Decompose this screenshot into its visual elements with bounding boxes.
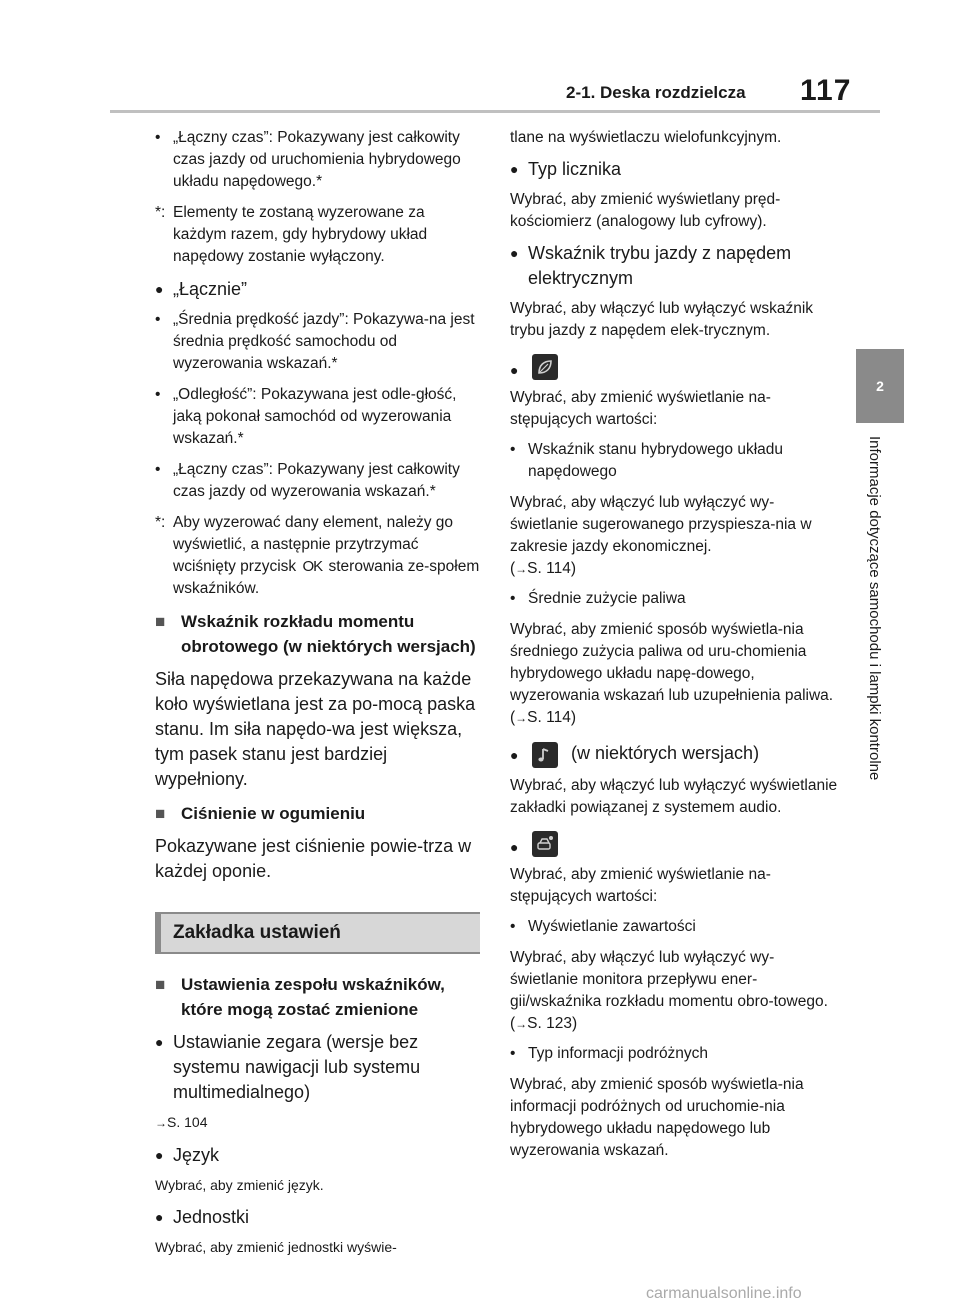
header-rule	[110, 110, 880, 113]
chapter-side-text: Informacje dotyczące samochodu i lampki kontrolne	[866, 436, 883, 781]
bullet-item: • Średnie zużycie paliwa	[510, 590, 686, 608]
bullet-item: • Wskaźnik stanu hybrydowego układu napędowego	[510, 441, 784, 481]
header-section-title: 2-1. Deska rozdzielcza	[566, 83, 746, 102]
subheading-language: ● Język	[155, 1145, 220, 1165]
eco-leaf-icon	[532, 354, 558, 380]
paragraph-units: Wybrać, aby zmienić jednostki wyświe-	[155, 1239, 397, 1255]
paragraph-hybrid-indicator: Wybrać, aby włączyć lub wyłączyć wy-świetlanie sugerowanego przyspiesza-nia w zakresie jazdy ekonomicznej. (→S. 114)	[510, 494, 812, 578]
left-column	[155, 127, 480, 1267]
settings-tab-banner: Zakładka ustawień	[155, 912, 480, 954]
reference-clock: →S. 104	[155, 1114, 208, 1130]
subheading-meter-type: ● Typ licznika	[510, 159, 622, 179]
paragraph-vehicle: Wybrać, aby zmienić wyświetlanie na-stępujących wartości:	[510, 865, 771, 905]
page-number: 117	[800, 74, 852, 107]
subheading-eco-icon: ●	[510, 354, 840, 380]
paragraph-tire-pressure: Pokazywane jest ciśnienie powie-trza w każdej oponie.	[155, 836, 472, 881]
section-heading-tire-pressure: ■ Ciśnienie w ogumieniu	[155, 804, 366, 823]
bullet-item: • „Łączny czas”: Pokazywany jest całkowity czas jazdy od wyzerowania wskazań.*	[155, 461, 460, 500]
bullet-item: • „Odległość”: Pokazywana jest odle-głość, jaką pokonał samochód od wyzerowania wskazań.*	[155, 386, 457, 447]
subheading-audio-icon: ● (w niektórych wersjach)	[510, 741, 840, 767]
paragraph-trip-info: Wybrać, aby zmienić sposób wyświetla-nia informacji podróżnych od uruchomie-nia hybrydowego układu napędowego lub wyzerowania wskazań.	[510, 1075, 804, 1159]
paragraph-audio: Wybrać, aby włączyć lub wyłączyć wyświetlanie zakładki powiązanej z systemem audio.	[510, 776, 838, 816]
paragraph-torque: Siła napędowa przekazywana na każde koło wyświetlana jest za po-mocą paska stanu. Im siła napędo-wa jest większa, tym pasek stanu jest bardziej wypełniony.	[155, 669, 476, 789]
paragraph-content-display: Wybrać, aby włączyć lub wyłączyć wy-świetlanie monitora przepływu ener-gii/wskaźnika rozkładu momentu obro-towego. (→S. 123)	[510, 948, 828, 1032]
footnote: *: Aby wyzerować dany element, należy go wyświetlić, a następnie przytrzymać wciśnięty przycisk OK sterowania ze-społem wskaźników.	[155, 514, 480, 597]
paragraph-meter-type: Wybrać, aby zmienić wyświetlany pręd-kościomierz (analogowy lub cyfrowy).	[510, 191, 781, 230]
bullet-item: • „Średnia prędkość jazdy”: Pokazywa-na jest średnia prędkość samochodu od wyzerowania wskazań.*	[155, 311, 475, 372]
vehicle-settings-icon	[532, 831, 558, 857]
section-heading-torque: ■ Wskaźnik rozkładu momentu obrotowego (w niektórych wersjach)	[155, 612, 476, 656]
subheading-units: ● Jednostki	[155, 1207, 250, 1227]
chapter-tab: 2	[856, 349, 904, 423]
paragraph-eco-icon: Wybrać, aby zmienić wyświetlanie na-stępujących wartości:	[510, 389, 771, 429]
bullet-item: • Wyświetlanie zawartości	[510, 917, 696, 935]
paragraph-language: Wybrać, aby zmienić język.	[155, 1177, 324, 1193]
right-column	[510, 127, 840, 1170]
bullet-item: • „Łączny czas”: Pokazywany jest całkowity czas jazdy od uruchomienia hybrydowego układu napędowego.*	[155, 129, 461, 190]
ok-button-icon: OK	[302, 558, 323, 575]
footnote: *: Elementy te zostaną wyzerowane za każdym razem, gdy hybrydowy układ napędowy zostanie wyłączony.	[155, 204, 428, 265]
watermark: carmanualsonline.info	[646, 1285, 802, 1302]
subheading-lacznie: ● „Łącznie”	[155, 279, 248, 299]
section-heading-settings: ■ Ustawienia zespołu wskaźników, które mogą zostać zmienione	[155, 975, 445, 1019]
paragraph-fuel: Wybrać, aby zmienić sposób wyświetla-nia średniego zużycia paliwa od uru-chomienia hybrydowego układu napę-dowego, wyzerowania wskazań lub uzupełnienia paliwa. (→S. 114)	[510, 621, 834, 727]
paragraph-ev-indicator: Wybrać, aby włączyć lub wyłączyć wskaźnik trybu jazdy z napędem elek-trycznym.	[510, 300, 814, 339]
subheading-clock: ● Ustawianie zegara (wersje bez systemu nawigacji lub systemu multimedialnego)	[155, 1032, 421, 1102]
subheading-ev-indicator: ● Wskaźnik trybu jazdy z napędem elektrycznym	[510, 243, 792, 288]
paragraph-units-cont: tlane na wyświetlaczu wielofunkcyjnym.	[510, 129, 782, 146]
subheading-vehicle-icon: ●	[510, 831, 840, 857]
bullet-item: • Typ informacji podróżnych	[510, 1044, 709, 1062]
music-note-icon	[532, 742, 558, 768]
